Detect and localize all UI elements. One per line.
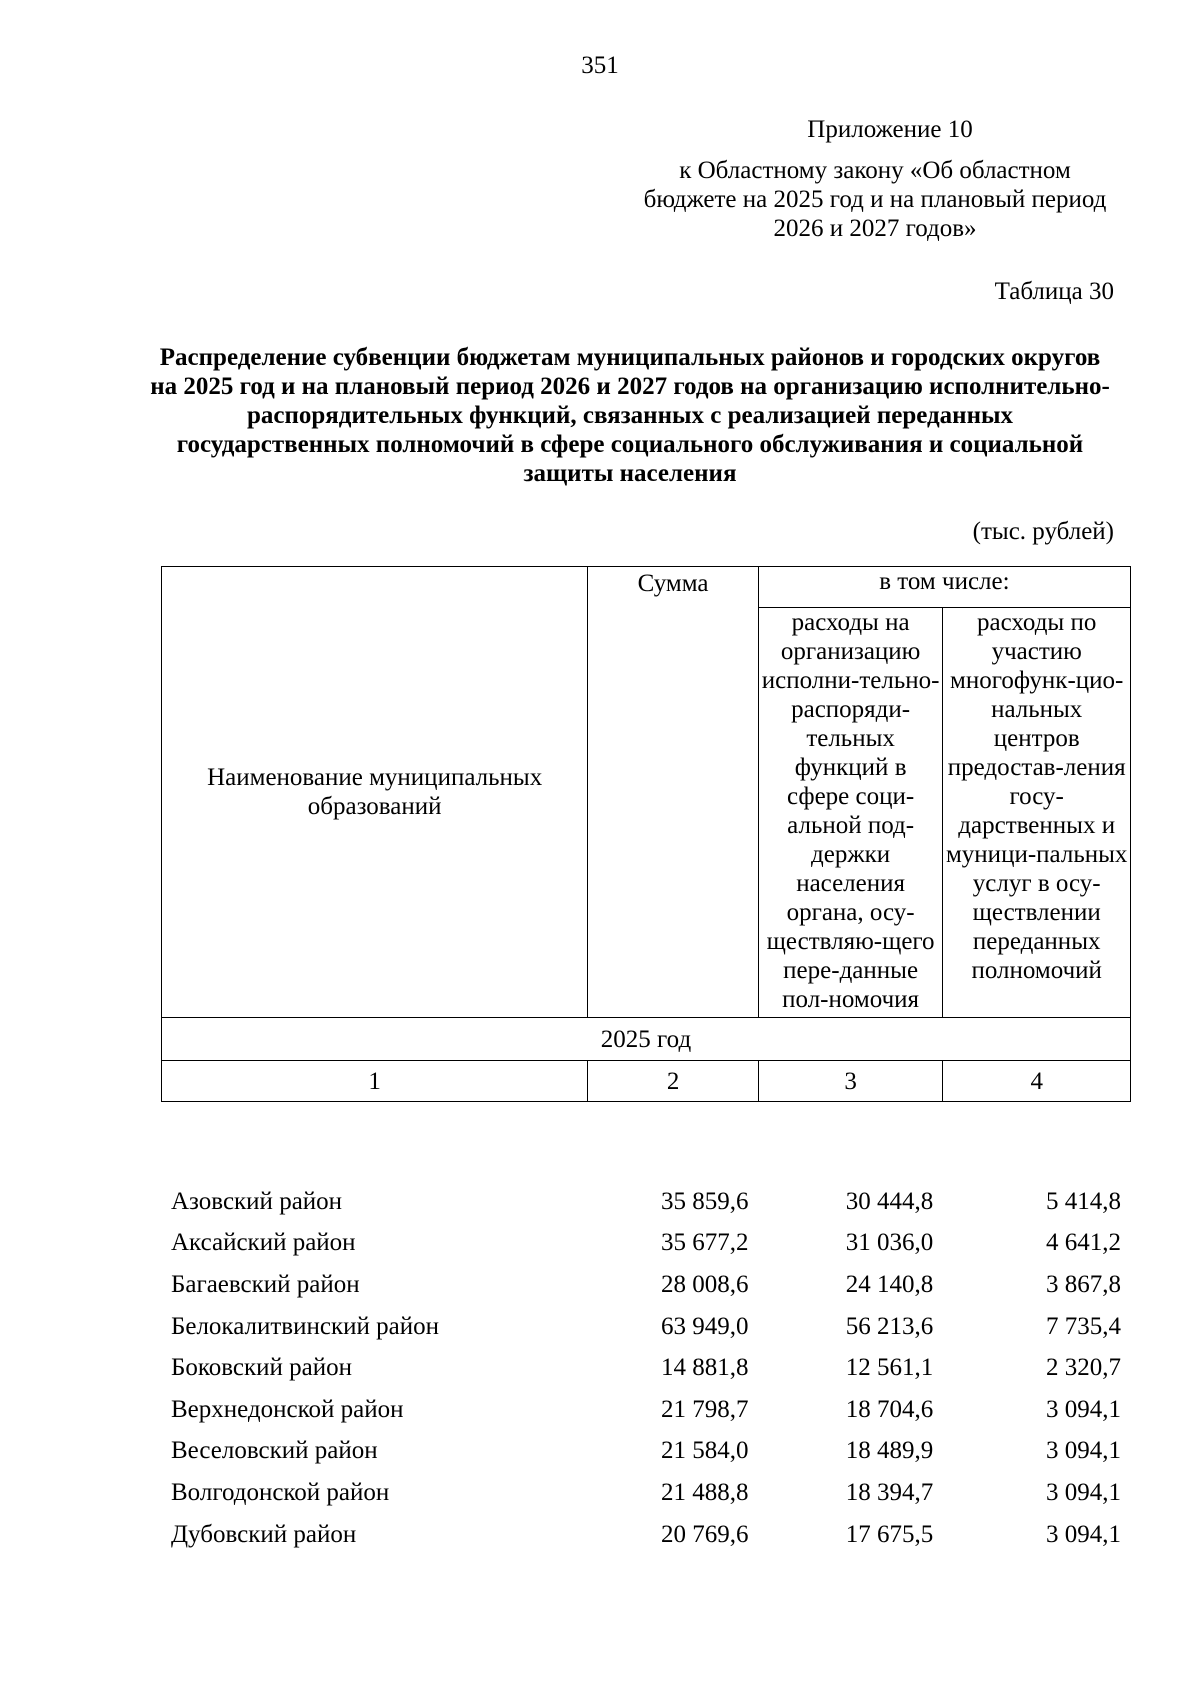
sum-value: 14 881,8: [660, 1354, 749, 1382]
expense-b-value: 3 094,1: [1046, 1395, 1121, 1423]
table-row: [161, 1472, 1131, 1514]
municipality-name: Дубовский район: [171, 1520, 357, 1548]
municipality-name: Волгодонской район: [171, 1478, 390, 1506]
sum-value: 21 798,7: [660, 1395, 749, 1423]
table-row: [161, 1306, 1131, 1348]
expense-a-value: 18 704,6: [845, 1395, 934, 1423]
table-row: [161, 1223, 1131, 1265]
expense-a-value: 17 675,5: [845, 1520, 934, 1548]
expense-b-value: 5 414,8: [1046, 1187, 1121, 1215]
expense-b-value: 2 320,7: [1046, 1354, 1121, 1382]
year-row: 2025 год: [162, 1018, 1131, 1061]
sum-value: 28 008,6: [660, 1270, 749, 1298]
sum-value: 35 859,6: [660, 1187, 749, 1215]
municipality-name: Белокалитвинский район: [171, 1312, 439, 1340]
table-row: [161, 1431, 1131, 1473]
header-including: в том числе:: [758, 567, 1130, 608]
expense-a-value: 12 561,1: [845, 1354, 934, 1382]
expense-b-value: 7 735,4: [1046, 1312, 1121, 1340]
sum-value: 21 584,0: [660, 1437, 749, 1465]
expense-a-value: 31 036,0: [845, 1229, 934, 1257]
table-header: [161, 566, 1131, 1102]
sum-value: 35 677,2: [660, 1229, 749, 1257]
header-sub-column-b: расходы по участию многофунк-цио-нальных центров предостав-ления госу-дарственных и муници-пальных услуг в осу-ществлении переданных полномочий: [943, 608, 1131, 1018]
appendix-reference: к Областному закону «Об областном бюджете на 2025 год и на плановый период 2026 и 2027 годов»: [643, 157, 1107, 242]
units-label: (тыс. рублей): [972, 518, 1114, 545]
municipality-name: Верхнедонской район: [171, 1395, 404, 1423]
table-row: [161, 1181, 1131, 1223]
header-name-column: Наименование муниципальных образований: [162, 567, 588, 1018]
page-number: 351: [581, 52, 619, 79]
sum-value: 20 769,6: [660, 1520, 749, 1548]
data-table: [161, 1181, 1131, 1555]
expense-b-value: 3 094,1: [1046, 1437, 1121, 1465]
expense-a-value: 30 444,8: [845, 1187, 934, 1215]
table-row: [161, 1264, 1131, 1306]
expense-b-value: 4 641,2: [1046, 1229, 1121, 1257]
table-number: Таблица 30: [994, 278, 1114, 305]
expense-a-value: 18 489,9: [845, 1437, 934, 1465]
expense-a-value: 18 394,7: [845, 1478, 934, 1506]
municipality-name: Аксайский район: [171, 1229, 356, 1257]
expense-b-value: 3 094,1: [1046, 1520, 1121, 1548]
column-numbers-row: [162, 1061, 1131, 1102]
column-number: 3: [758, 1061, 943, 1102]
expense-a-value: 24 140,8: [845, 1270, 934, 1298]
sum-value: 21 488,8: [660, 1478, 749, 1506]
expense-b-value: 3 094,1: [1046, 1478, 1121, 1506]
table-row: [161, 1389, 1131, 1431]
column-number: 4: [943, 1061, 1131, 1102]
expense-a-value: 56 213,6: [845, 1312, 934, 1340]
column-number: 1: [162, 1061, 588, 1102]
municipality-name: Боковский район: [171, 1354, 352, 1382]
column-number: 2: [588, 1061, 759, 1102]
expense-b-value: 3 867,8: [1046, 1270, 1121, 1298]
municipality-name: Багаевский район: [171, 1270, 360, 1298]
document-heading: Распределение субвенции бюджетам муниципальных районов и городских округов на 2025 год и на плановый период 2026 и 2027 годов на организацию исполнительно-распорядительных функций, связанных с реализацией переданных государственных полномочий в сфере социального обслуживания и социальной защиты населения: [150, 344, 1110, 487]
municipality-name: Азовский район: [171, 1187, 343, 1215]
header-sub-column-a: расходы на организацию исполни-тельно-распоряди-тельных функций в сфере соци-альной под-держки населения органа, осу-ществляю-щего пере-данные пол-номочия: [758, 608, 943, 1018]
table-row: [161, 1347, 1131, 1389]
municipality-name: Веселовский район: [171, 1437, 378, 1465]
table-row: [161, 1514, 1131, 1556]
appendix-title: Приложение 10: [807, 116, 973, 143]
header-sum-column: Сумма: [588, 567, 759, 1018]
sum-value: 63 949,0: [660, 1312, 749, 1340]
